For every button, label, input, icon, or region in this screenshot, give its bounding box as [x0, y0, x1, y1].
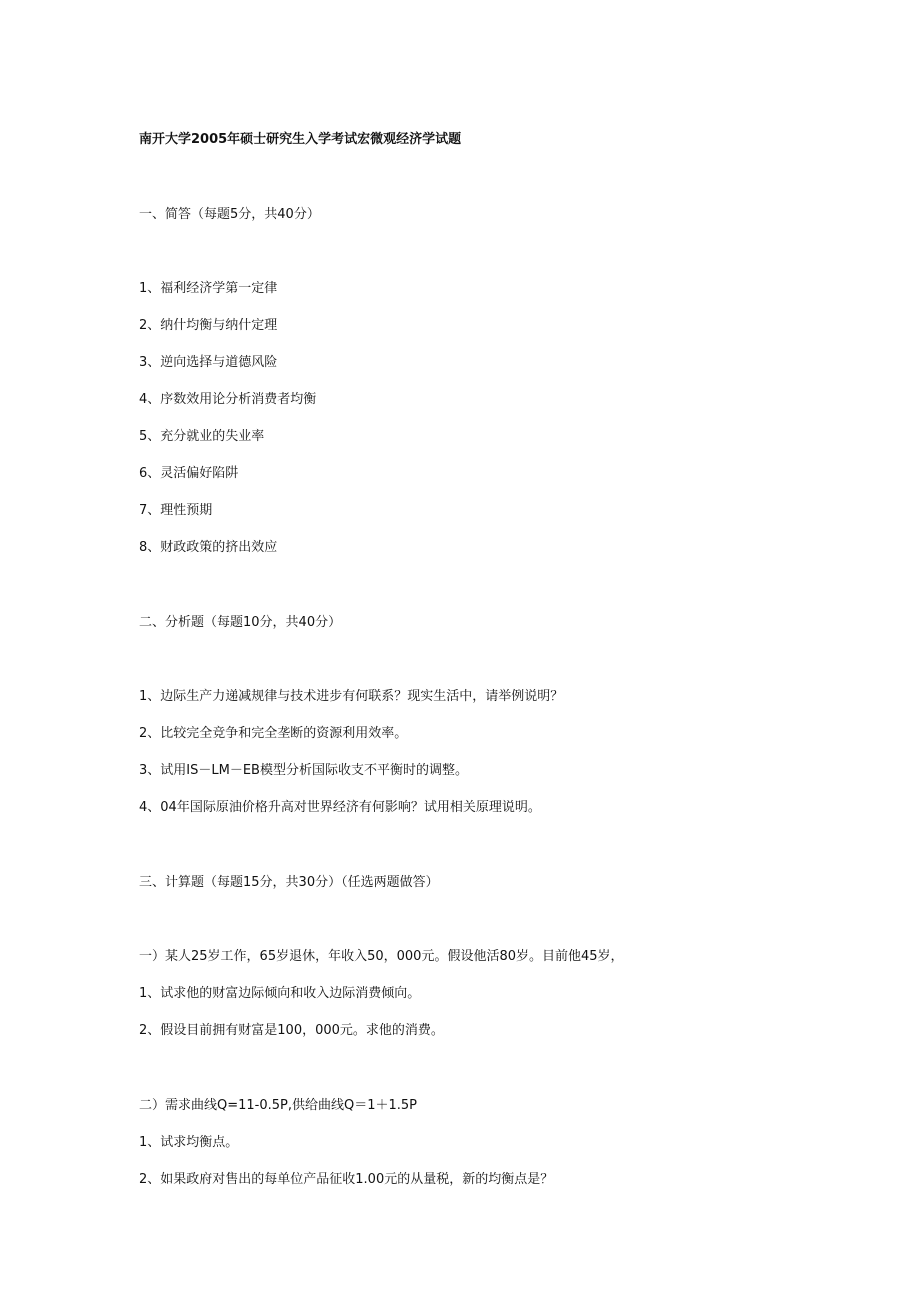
- section3-heading: 三、计算题（每题15分，共30分）（任选两题做答）: [139, 875, 439, 890]
- problem2-item: 1、试求均衡点。: [139, 1135, 239, 1150]
- section1-item: 6、灵活偏好陷阱: [139, 466, 239, 481]
- section2-item: 2、比较完全竞争和完全垄断的资源利用效率。: [139, 726, 408, 741]
- section1-item: 2、纳什均衡与纳什定理: [139, 318, 278, 333]
- problem1-item: 2、假设目前拥有财富是100，000元。求他的消费。: [139, 1023, 444, 1038]
- section1-item: 1、福利经济学第一定律: [139, 281, 278, 296]
- problem2-intro: 二）需求曲线Q=11-0.5P,供给曲线Q＝1＋1.5P: [139, 1098, 418, 1113]
- section1-item: 8、财政政策的挤出效应: [139, 540, 278, 555]
- problem1-item: 1、试求他的财富边际倾向和收入边际消费倾向。: [139, 986, 421, 1001]
- section2-heading: 二、分析题（每题10分，共40分）: [139, 615, 342, 630]
- document-title: 南开大学2005年硕士研究生入学考试宏微观经济学试题: [139, 132, 462, 147]
- section1-item: 5、充分就业的失业率: [139, 429, 265, 444]
- section2-item: 4、04年国际原油价格升高对世界经济有何影响？试用相关原理说明。: [139, 800, 541, 815]
- section1-item: 4、序数效用论分析消费者均衡: [139, 392, 317, 407]
- section2-item: 1、边际生产力递减规律与技术进步有何联系？现实生活中，请举例说明？: [139, 689, 564, 704]
- problem2-item: 2、如果政府对售出的每单位产品征收1.00元的从量税，新的均衡点是？: [139, 1172, 554, 1187]
- section2-item: 3、试用IS－LM－EB模型分析国际收支不平衡时的调整。: [139, 763, 468, 778]
- problem1-intro: 一）某人25岁工作，65岁退休，年收入50，000元。假设他活80岁。目前他45岁，: [139, 949, 624, 964]
- section1-item: 7、理性预期: [139, 503, 213, 518]
- section1-heading: 一、简答（每题5分，共40分）: [139, 207, 320, 222]
- section1-item: 3、逆向选择与道德风险: [139, 355, 278, 370]
